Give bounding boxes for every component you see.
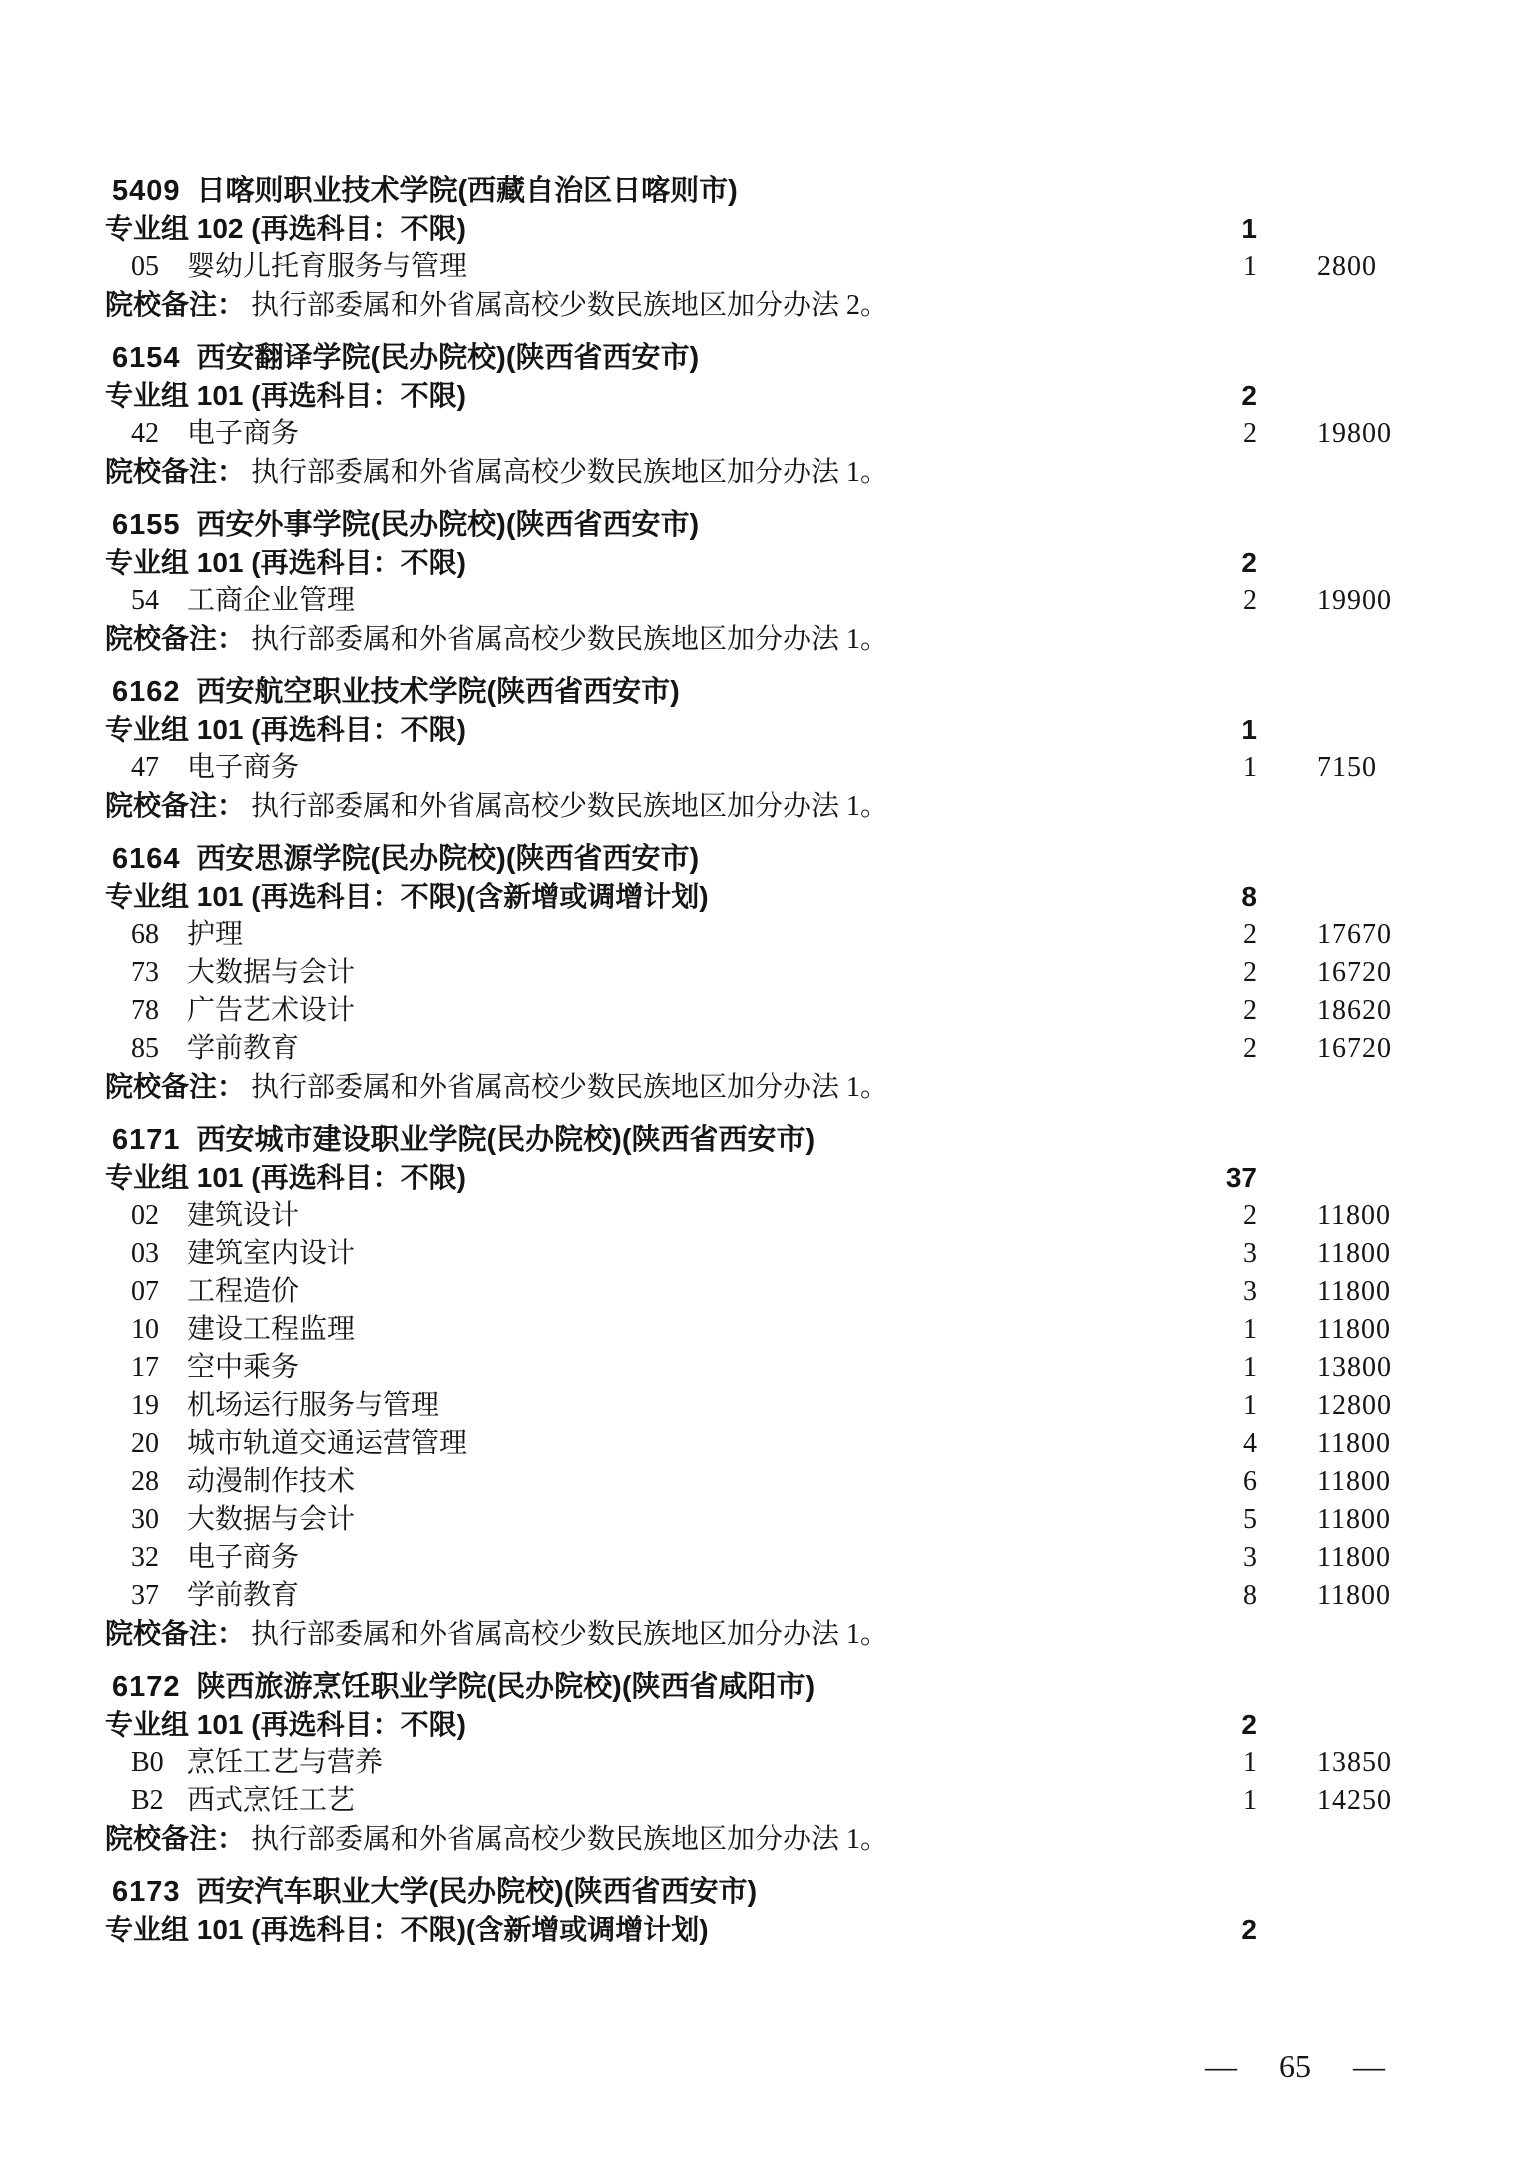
major-rows [0,248,1517,286]
major-group-row [0,377,1517,415]
institution-note-label: 院校备注： [105,1071,246,1102]
major-plan-count: 1 [1243,1352,1257,1383]
major-row [0,1463,1517,1501]
major-tuition-fee: 13850 [1317,1747,1392,1778]
major-code: 78 [131,995,159,1026]
major-group-row [0,1911,1517,1949]
institution-header [0,506,1517,544]
major-name: 婴幼儿托育服务与管理 [187,251,468,282]
major-name: 城市轨道交通运营管理 [187,1428,468,1459]
major-name: 电子商务 [187,1542,300,1573]
major-tuition-fee: 11800 [1317,1580,1391,1611]
major-group-plan-count: 1 [1241,213,1257,244]
institution-code: 6173 [112,1876,181,1908]
institution-code: 5409 [112,175,181,207]
major-group-row [0,711,1517,749]
major-name: 学前教育 [187,1580,300,1611]
major-name: 大数据与会计 [187,957,356,988]
institution-header [0,339,1517,377]
major-group-label: 专业组 101 (再选科目：不限) [105,714,466,745]
major-row [0,749,1517,787]
major-group-row [0,878,1517,916]
major-group-plan-count: 8 [1241,881,1257,912]
major-tuition-fee: 17670 [1317,919,1392,950]
major-tuition-fee: 13800 [1317,1352,1392,1383]
major-name: 电子商务 [187,752,300,783]
major-row [0,248,1517,286]
major-code: 47 [131,752,159,783]
major-tuition-fee: 2800 [1317,251,1377,282]
major-code: 20 [131,1428,159,1459]
major-code: 10 [131,1314,159,1345]
major-code: 54 [131,585,159,616]
major-plan-count: 1 [1243,1390,1257,1421]
major-plan-count: 1 [1243,1785,1257,1816]
major-code: 37 [131,1580,159,1611]
major-code: 07 [131,1276,159,1307]
major-name: 大数据与会计 [187,1504,356,1535]
institution-note-label: 院校备注： [105,289,246,320]
major-name: 西式烹饪工艺 [187,1785,356,1816]
major-rows [0,415,1517,453]
major-row [0,1273,1517,1311]
major-name: 建设工程监理 [187,1314,356,1345]
major-plan-count: 3 [1243,1276,1257,1307]
major-row [0,1539,1517,1577]
page-number-dash-left: — [1205,2048,1237,2084]
major-plan-count: 1 [1243,752,1257,783]
major-code: B0 [131,1747,164,1778]
institution-note-row [0,1820,1517,1858]
major-code: 42 [131,418,159,449]
major-plan-count: 8 [1243,1580,1257,1611]
institution-note-label: 院校备注： [105,456,246,487]
major-plan-count: 2 [1243,919,1257,950]
major-tuition-fee: 14250 [1317,1785,1392,1816]
major-group-plan-count: 2 [1241,1914,1257,1945]
institution-code: 6172 [112,1671,181,1703]
major-name: 工商企业管理 [187,585,356,616]
institution-note-label: 院校备注： [105,790,246,821]
institution-name: 西安思源学院(民办院校)(陕西省西安市) [196,843,700,875]
institution-note-text: 执行部委属和外省属高校少数民族地区加分办法 2。 [251,290,889,321]
major-group-label: 专业组 101 (再选科目：不限)(含新增或调增计划) [105,1914,709,1945]
major-row [0,916,1517,954]
major-tuition-fee: 11800 [1317,1200,1391,1231]
major-group-label: 专业组 101 (再选科目：不限) [105,1709,466,1740]
major-tuition-fee: 11800 [1317,1542,1391,1573]
institution-name: 日喀则职业技术学院(西藏自治区日喀则市) [196,175,738,207]
major-code: 85 [131,1033,159,1064]
major-code: 68 [131,919,159,950]
major-plan-count: 1 [1243,1747,1257,1778]
institution-code: 6154 [112,342,181,374]
major-plan-count: 2 [1243,418,1257,449]
major-row [0,1030,1517,1068]
major-tuition-fee: 16720 [1317,1033,1392,1064]
institution-header [0,1121,1517,1159]
institution-section [0,1873,1517,1949]
institution-note-label: 院校备注： [105,1823,246,1854]
major-name: 建筑设计 [187,1200,300,1231]
major-tuition-fee: 11800 [1317,1428,1391,1459]
major-group-label: 专业组 101 (再选科目：不限) [105,380,466,411]
major-plan-count: 2 [1243,585,1257,616]
major-tuition-fee: 12800 [1317,1390,1392,1421]
major-group-plan-count: 2 [1241,1709,1257,1740]
major-plan-count: 2 [1243,995,1257,1026]
institution-header [0,1873,1517,1911]
institution-section [0,1121,1517,1653]
major-name: 空中乘务 [187,1352,300,1383]
major-name: 电子商务 [187,418,300,449]
major-code: 73 [131,957,159,988]
institution-note-row [0,787,1517,825]
institution-name: 西安翻译学院(民办院校)(陕西省西安市) [196,342,700,374]
major-row [0,1235,1517,1273]
major-name: 工程造价 [187,1276,300,1307]
major-name: 广告艺术设计 [187,995,356,1026]
major-group-row [0,1159,1517,1197]
major-plan-count: 2 [1243,1033,1257,1064]
major-tuition-fee: 18620 [1317,995,1392,1026]
institution-note-text: 执行部委属和外省属高校少数民族地区加分办法 1。 [251,1619,889,1650]
institution-header [0,840,1517,878]
major-row [0,1311,1517,1349]
major-code: 28 [131,1466,159,1497]
major-plan-count: 3 [1243,1238,1257,1269]
institution-note-text: 执行部委属和外省属高校少数民族地区加分办法 1。 [251,457,889,488]
major-row [0,1387,1517,1425]
major-plan-count: 3 [1243,1542,1257,1573]
major-row [0,954,1517,992]
institution-section [0,1668,1517,1858]
major-group-plan-count: 37 [1225,1162,1257,1193]
page-number-dash-right: — [1353,2048,1385,2084]
major-tuition-fee: 11800 [1317,1238,1391,1269]
major-group-label: 专业组 101 (再选科目：不限) [105,547,466,578]
major-group-plan-count: 1 [1241,714,1257,745]
page-number [1205,2048,1385,2085]
major-tuition-fee: 16720 [1317,957,1392,988]
major-plan-count: 2 [1243,1200,1257,1231]
institution-header [0,1668,1517,1706]
major-code: 17 [131,1352,159,1383]
major-row [0,1197,1517,1235]
major-row [0,415,1517,453]
institution-note-text: 执行部委属和外省属高校少数民族地区加分办法 1。 [251,1824,889,1855]
major-plan-count: 4 [1243,1428,1257,1459]
institution-section [0,339,1517,491]
major-row [0,1782,1517,1820]
major-code: 03 [131,1238,159,1269]
institution-section [0,673,1517,825]
major-rows [0,916,1517,1068]
major-code: B2 [131,1785,164,1816]
major-row [0,1425,1517,1463]
major-tuition-fee: 11800 [1317,1466,1391,1497]
major-tuition-fee: 11800 [1317,1314,1391,1345]
major-plan-count: 1 [1243,1314,1257,1345]
institution-note-text: 执行部委属和外省属高校少数民族地区加分办法 1。 [251,624,889,655]
institution-name: 西安城市建设职业学院(民办院校)(陕西省西安市) [196,1124,816,1156]
institution-name: 陕西旅游烹饪职业学院(民办院校)(陕西省咸阳市) [196,1671,816,1703]
major-group-row [0,1706,1517,1744]
major-tuition-fee: 19900 [1317,585,1392,616]
major-rows [0,1197,1517,1615]
major-row [0,1501,1517,1539]
institution-name: 西安外事学院(民办院校)(陕西省西安市) [196,509,700,541]
major-row [0,582,1517,620]
institution-note-label: 院校备注： [105,1618,246,1649]
major-group-label: 专业组 102 (再选科目：不限) [105,213,466,244]
major-name: 建筑室内设计 [187,1238,356,1269]
institution-header [0,673,1517,711]
institution-note-row [0,1615,1517,1653]
major-group-plan-count: 2 [1241,547,1257,578]
major-code: 05 [131,251,159,282]
major-row [0,1744,1517,1782]
major-tuition-fee: 19800 [1317,418,1392,449]
institution-code: 6155 [112,509,181,541]
major-name: 烹饪工艺与营养 [187,1747,384,1778]
major-tuition-fee: 7150 [1317,752,1377,783]
major-code: 19 [131,1390,159,1421]
major-group-label: 专业组 101 (再选科目：不限)(含新增或调增计划) [105,881,709,912]
institution-note-text: 执行部委属和外省属高校少数民族地区加分办法 1。 [251,1072,889,1103]
institution-note-row [0,620,1517,658]
major-plan-count: 6 [1243,1466,1257,1497]
major-plan-count: 1 [1243,251,1257,282]
major-rows [0,582,1517,620]
institution-note-label: 院校备注： [105,623,246,654]
major-rows [0,749,1517,787]
page-number-value: 65 [1279,2048,1311,2084]
major-plan-count: 2 [1243,957,1257,988]
institution-code: 6164 [112,843,181,875]
major-plan-count: 5 [1243,1504,1257,1535]
major-code: 32 [131,1542,159,1573]
major-name: 动漫制作技术 [187,1466,356,1497]
major-row [0,1577,1517,1615]
major-group-row [0,544,1517,582]
institution-name: 西安航空职业技术学院(陕西省西安市) [196,676,680,708]
major-name: 学前教育 [187,1033,300,1064]
institution-note-row [0,1068,1517,1106]
institution-code: 6171 [112,1124,181,1156]
major-name: 机场运行服务与管理 [187,1390,440,1421]
major-group-label: 专业组 101 (再选科目：不限) [105,1162,466,1193]
institution-note-row [0,286,1517,324]
major-group-row [0,210,1517,248]
major-name: 护理 [187,919,244,950]
major-rows [0,1744,1517,1820]
major-row [0,1349,1517,1387]
major-row [0,992,1517,1030]
major-code: 30 [131,1504,159,1535]
institution-code: 6162 [112,676,181,708]
institution-name: 西安汽车职业大学(民办院校)(陕西省西安市) [196,1876,758,1908]
institution-note-row [0,453,1517,491]
institution-list [0,172,1517,1964]
institution-section [0,840,1517,1106]
major-tuition-fee: 11800 [1317,1504,1391,1535]
major-code: 02 [131,1200,159,1231]
institution-note-text: 执行部委属和外省属高校少数民族地区加分办法 1。 [251,791,889,822]
institution-header [0,172,1517,210]
major-tuition-fee: 11800 [1317,1276,1391,1307]
institution-section [0,506,1517,658]
institution-section [0,172,1517,324]
major-group-plan-count: 2 [1241,380,1257,411]
